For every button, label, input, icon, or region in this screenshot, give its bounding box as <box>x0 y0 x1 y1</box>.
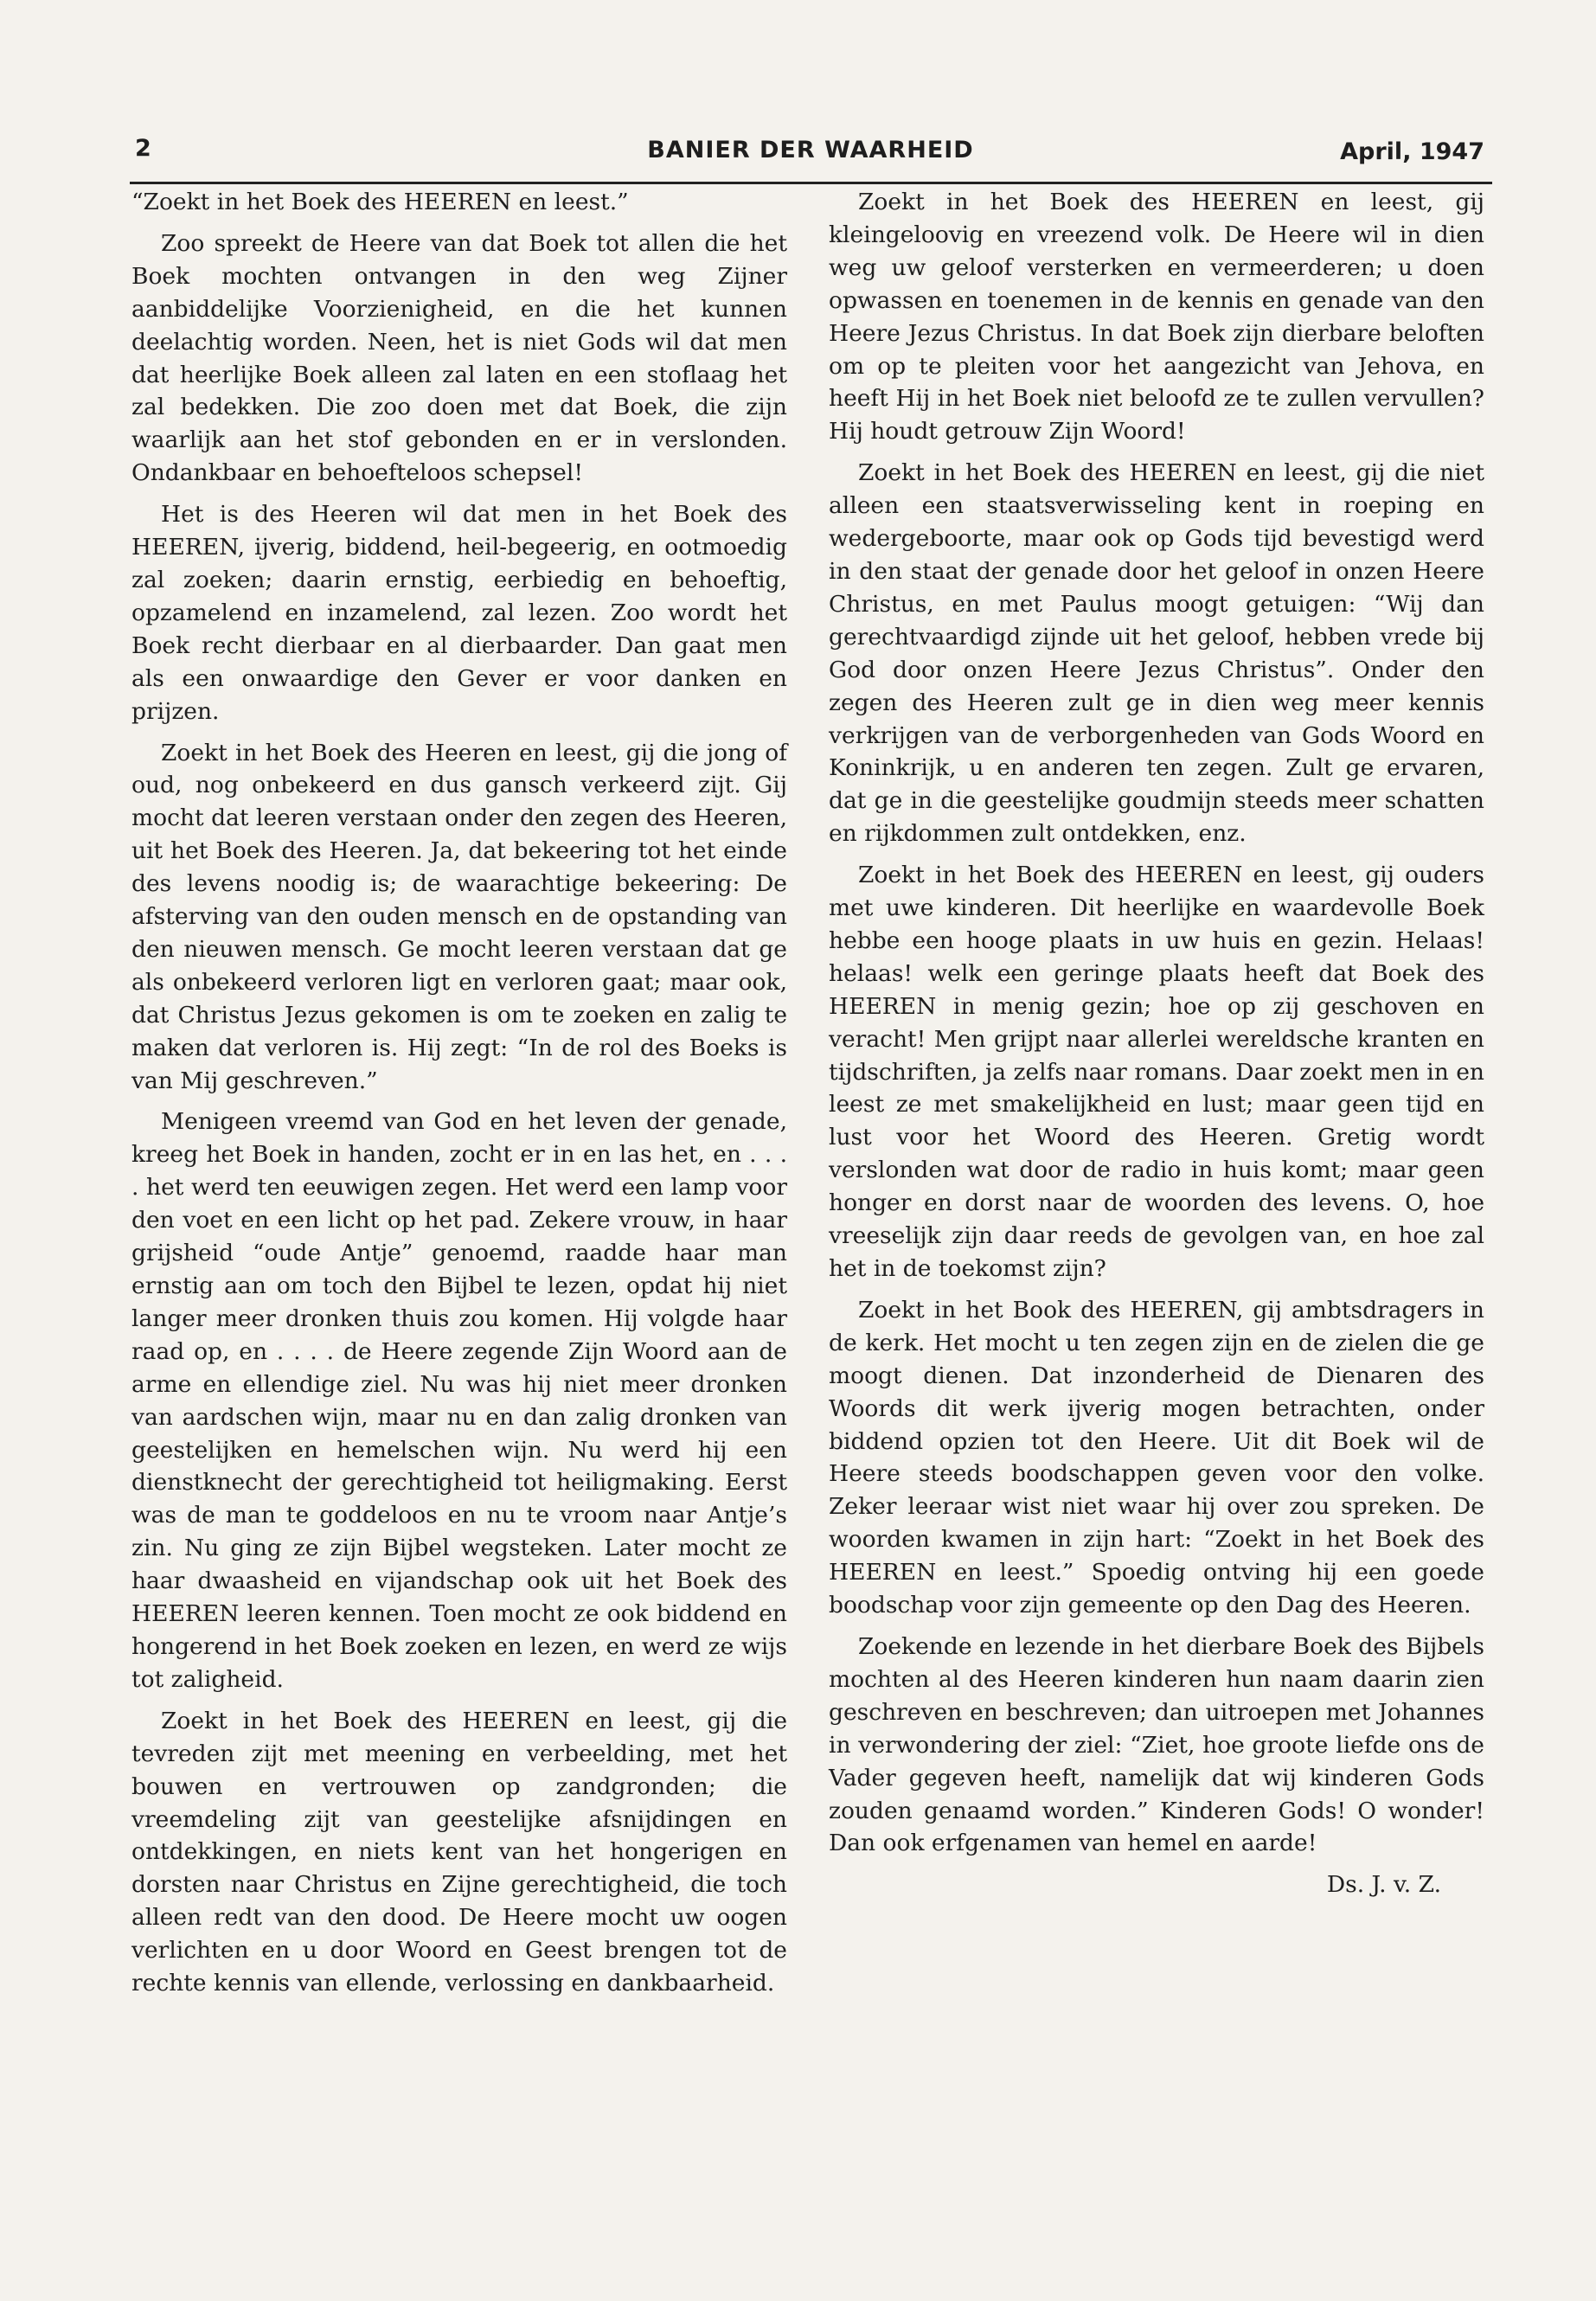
paragraph: Zoekt in het Boek des HEEREN en leest, gij die niet alleen een staatsverwisseling kent in roeping en wedergeboorte, maar ook op Gods tijd bevestigd werd in den staat der genade door het geloof in onzen Heere Christus, en met Paulus moogt getuigen: “Wij dan gerechtvaardigd zijnde uit het geloof, hebben vrede bij God door onzen Heere Jezus Christus”. Onder den zegen des Heeren zult ge in dien weg meer kennis verkrijgen van de verborgenheden van Gods Woord en Koninkrijk, u en anderen ten zegen. Zult ge ervaren, dat ge in die geestelijke goudmijn steeds meer schatten en rijkdommen zult ontdekken, enz. <box>829 459 1484 848</box>
paragraph: Zoekt in het Boek des HEEREN en leest, gij kleingeloovig en vreezend volk. De Heere wil in dien weg uw geloof versterken en vermeerderen; u doen opwassen en toenemen in de kennis en genade van den Heere Jezus Christus. In dat Boek zijn dierbare beloften om op te pleiten voor het aangezicht van Jehova, en heeft Hij in het Boek niet beloofd ze te zullen vervullen? Hij houdt getrouw Zijn Woord! <box>829 189 1484 445</box>
paragraph: Zoo spreekt de Heere van dat Boek tot allen die het Boek mochten ontvangen in den weg Zijner aanbiddelijke Voorzienigheid, en die het kunnen deelachtig worden. Neen, het is niet Gods wil dat men dat heerlijke Boek alleen zal laten en een stoflaag het zal bedekken. Die zoo doen met dat Boek, die zijn waarlijk aan het stof gebonden en er in verslonden. Ondankbaar en behoefteloos schepsel! <box>131 229 787 487</box>
right-column <box>829 186 1484 1901</box>
paragraph: “Zoekt in het Boek des HEEREN en leest.” <box>131 189 629 215</box>
page-header <box>131 130 1490 173</box>
publication-title: BANIER DER WAARHEID <box>647 137 974 163</box>
paragraph: Zoekende en lezende in het dierbare Boek des Bijbels mochten al des Heeren kinderen hun naam daarin zien geschreven en beschreven; dan uitroepen met Johannes in verwondering der ziel: “Ziet, hoe groote liefde ons de Vader gegeven heeft, namelijk dat wij kinderen Gods zouden genaamd worden.” Kinderen Gods! O wonder! Dan ook erfgenamen van hemel en aarde! <box>829 1632 1484 1857</box>
paragraph: Zoekt in het Boek des Heeren en leest, gij die jong of oud, nog onbekeerd en dus gansch verkeerd zijt. Gij mocht dat leeren verstaan onder den zegen des Heeren, uit het Boek des Heeren. Ja, dat bekeering tot het einde des levens noodig is; de waarachtige bekeering: De afsterving van den ouden mensch en de opstanding van den nieuwen mensch. Ge mocht leeren verstaan dat ge als onbekeerd verloren ligt en verloren gaat; maar ook, dat Christus Jezus gekomen is om te zoeken en zalig te maken dat verloren is. Hij zegt: “In de rol des Boeks is van Mij geschreven.” <box>131 739 787 1094</box>
page-number: 2 <box>135 135 151 162</box>
paragraph: Het is des Heeren wil dat men in het Boek des HEEREN, ijverig, biddend, heil-begeerig, en ootmoedig zal zoeken; daarin ernstig, eerbiedig en behoeftig, opzamelend en inzamelend, zal lezen. Zoo wordt het Boek recht dierbaar en al dierbaarder. Dan gaat men als een onwaardige den Gever er voor danken en prijzen. <box>131 501 787 725</box>
issue-date: April, 1947 <box>1340 138 1484 165</box>
left-column <box>131 186 787 2009</box>
header-rule <box>130 182 1492 184</box>
paragraph: Zoekt in het Book des HEEREN, gij ambtsdragers in de kerk. Het mocht u ten zegen zijn en de zielen die ge moogt dienen. Dat inzonderheid de Dienaren des Woords dit werk ijverig mogen betrachten, onder biddend opzien tot den Heere. Uit dit Boek wil de Heere steeds boodschappen geven voor den volke. Zeker leeraar wist niet waar hij over zou spreken. De woorden kwamen in zijn hart: “Zoekt in het Boek des HEEREN en leest.” Spoedig ontving hij een goede boodschap voor zijn gemeente op den Dag des Heeren. <box>829 1296 1484 1619</box>
author-signature: Ds. J. v. Z. <box>1326 1871 1441 1899</box>
paragraph: Menigeen vreemd van God en het leven der genade, kreeg het Boek in handen, zocht er in en las het, en . . . . het werd ten eeuwigen zegen. Het werd een lamp voor den voet en een licht op het pad. Zekere vrouw, in haar grijsheid “oude Antje” genoemd, raadde haar man ernstig aan om toch den Bijbel te lezen, opdat hij niet langer meer dronken thuis zou komen. Hij volgde haar raad op, en . . . . de Heere zegende Zijn Woord aan de arme en ellendige ziel. Nu was hij niet meer dronken van aardschen wijn, maar nu en dan zalig dronken van geestelijken en hemelschen wijn. Nu werd hij een dienstknecht der gerechtigheid tot heiligmaking. Eerst was de man te goddeloos en nu te vroom naar Antje’s zin. Nu ging ze zijn Bijbel wegsteken. Later mocht ze haar dwaasheid en vijandschap ook uit het Boek des HEEREN leeren kennen. Toen mocht ze ook biddend en hongerend in het Boek zoeken en lezen, en werd ze wijs tot zaligheid. <box>131 1108 787 1693</box>
paragraph: Zoekt in het Boek des HEEREN en leest, gij die tevreden zijt met meening en verbeelding, met het bouwen en vertrouwen op zandgronden; die vreemdeling zijt van geestelijke afsnijdingen en ontdekkingen, en niets kent van het hongerigen en dorsten naar Christus en Zijne gerechtigheid, die toch alleen redt van den dood. De Heere mocht uw oogen verlichten en u door Woord en Geest brengen tot de rechte kennis van ellende, verlossing en dankbaarheid. <box>131 1707 787 1997</box>
paragraph: Zoekt in het Boek des HEEREN en leest, gij ouders met uwe kinderen. Dit heerlijke en waardevolle Boek hebbe een hooge plaats in uw huis en gezin. Helaas! helaas! welk een geringe plaats heeft dat Boek des HEEREN in menig gezin; hoe op zij geschoven en veracht! Men grijpt naar allerlei wereldsche kranten en tijdschriften, ja zelfs naar romans. Daar zoekt men in en leest ze met smakelijkheid en lust; maar geen tijd en lust voor het Woord des Heeren. Gretig wordt verslonden wat door de radio in huis komt; maar geen honger en dorst naar de woorden des levens. O, hoe vreeselijk zijn daar reeds de gevolgen van, en hoe zal het in de toekomst zijn? <box>829 862 1484 1282</box>
